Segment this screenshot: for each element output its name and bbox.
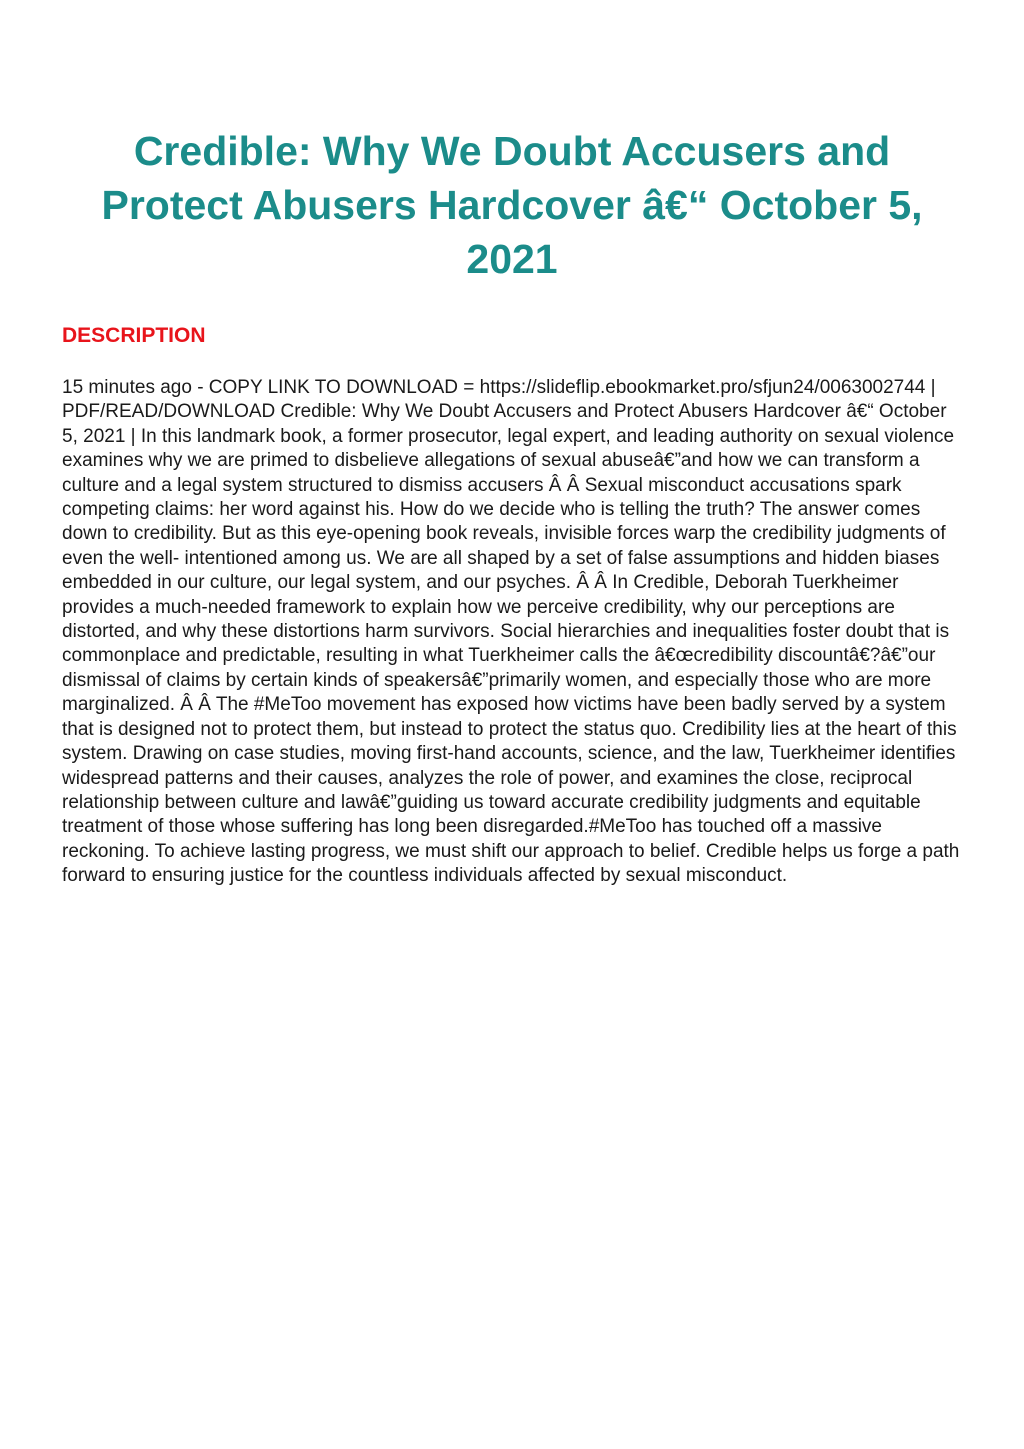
description-body: 15 minutes ago - COPY LINK TO DOWNLOAD = https://slideflip.ebookmarket.pro/sfjun24/0063002744 | PDF/READ/DOWNLOAD Credible: Why We Doubt Accusers and Protect Abusers Hardcover â€“ October 5, 2021 | In this landmark book, a former prosecutor, legal expert, and leading authority on sexual violence examines why we are primed to disbelieve allegations of sexual abuseâ€”and how we can transform a culture and a legal system structured to dismiss accusers Â Â Sexual misconduct accusations spark competing claims: her word against his. How do we decide who is telling the truth? The answer comes down to credibility. But as this eye-opening book reveals, invisible forces warp the credibility judgments of even the well- intentioned among us. We are all shaped by a set of false assumptions and hidden biases embedded in our culture, our legal system, and our psyches. Â Â In Credible, Deborah Tuerkheimer provides a much-needed framework to explain how we perceive credibility, why our perceptions are distorted, and why these distortions harm survivors. Social hierarchies and inequalities foster doubt that is commonplace and predictable, resulting in what Tuerkheimer calls the â€œcredibility discountâ€?â€”our dismissal of claims by certain kinds of speakersâ€”primarily women, and especially those who are more marginalized. Â Â The #MeToo movement has exposed how victims have been badly served by a system that is designed not to protect them, but instead to protect the status quo. Credibility lies at the heart of this system. Drawing on case studies, moving first-hand accounts, science, and the law, Tuerkheimer identifies widespread patterns and their causes, analyzes the role of power, and examines the close, reciprocal relationship between culture and lawâ€”guiding us toward accurate credibility judgments and equitable treatment of those whose suffering has long been disregarded.#MeToo has touched off a massive reckoning. To achieve lasting progress, we must shift our approach to belief. Credible helps us forge a path forward to ensuring justice for the countless individuals affected by sexual misconduct.: [62, 377, 960, 887]
description-heading: DESCRIPTION: [62, 324, 206, 347]
document-title: Credible: Why We Doubt Accusers and Protect Abusers Hardcover â€“ October 5, 2021: [101, 128, 923, 282]
